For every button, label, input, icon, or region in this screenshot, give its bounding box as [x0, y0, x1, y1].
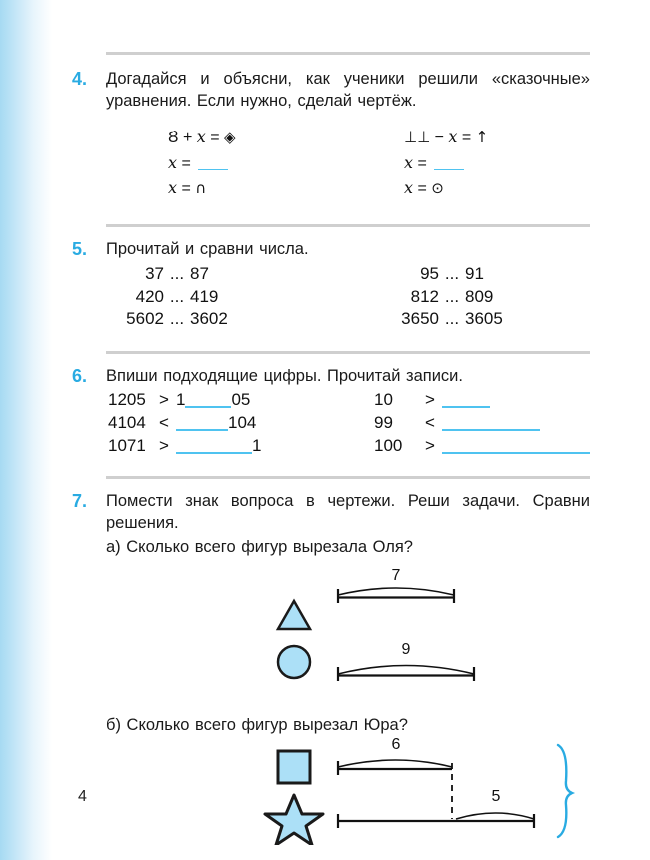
comparison-placeholder[interactable]: ... [169, 264, 185, 284]
number-a: 100 [374, 435, 403, 455]
task-4 [72, 69, 590, 202]
triangle-shape [278, 601, 310, 629]
symbol-double-tack: ⊥⊥ [404, 127, 431, 146]
number-a: 10 [374, 390, 393, 410]
operator: < [159, 413, 169, 433]
circle-shape [278, 646, 310, 678]
divider-rule-task-6 [106, 351, 590, 354]
page-content [72, 52, 590, 845]
digit-blank[interactable] [185, 392, 231, 408]
digit-blank[interactable] [442, 415, 540, 431]
arc-7 [338, 588, 454, 595]
equation-left-line-2 [168, 151, 354, 177]
task-6-column-left [106, 389, 312, 457]
number-a: 5602 [126, 309, 164, 329]
segment-value-7: 7 [391, 566, 401, 584]
task-6-number: 6. [72, 365, 88, 386]
number-a: 99 [374, 413, 393, 433]
digit-prefix: 1 [176, 390, 186, 410]
segment-value-6: 6 [391, 736, 401, 753]
digit-suffix: 104 [228, 413, 257, 433]
brace-icon [558, 745, 572, 837]
task-6 [72, 366, 590, 458]
digit-blank[interactable] [442, 438, 590, 454]
symbol-taurus: Ȣ [168, 127, 179, 146]
number-a: 1205 [108, 390, 146, 410]
comparison-row [387, 263, 590, 285]
operator: > [159, 435, 169, 455]
variable-x: x [448, 126, 458, 146]
task-6-fill-ins [106, 389, 590, 457]
segment-value-9: 9 [401, 642, 411, 658]
comparison-placeholder[interactable]: ... [169, 309, 185, 329]
task-7b-label: б) Сколько всего фигур вырезал Юра? [106, 715, 408, 734]
variable-x: x [404, 152, 414, 172]
variable-x: x [168, 178, 178, 198]
equals-sign: = [181, 154, 191, 172]
number-a: 95 [420, 264, 439, 284]
number-a: 420 [135, 286, 164, 306]
equals-sign: = [210, 128, 220, 146]
number-b: 87 [190, 264, 209, 284]
task-4-equation-left [106, 125, 354, 202]
task-6-column-right [312, 389, 590, 457]
digit-blank[interactable] [176, 415, 228, 431]
task-4-equation-right [354, 125, 590, 202]
equals-sign: = [417, 154, 427, 172]
fill-row [374, 389, 590, 412]
square-shape [278, 751, 310, 783]
task-5-prompt: Прочитай и сравни числа. [106, 240, 309, 259]
segment-value-5: 5 [491, 787, 501, 805]
task-5-column-left [106, 263, 315, 330]
equals-sign: = [461, 128, 472, 146]
comparison-row [112, 286, 315, 308]
fill-row [108, 412, 312, 435]
number-b: 419 [190, 286, 219, 306]
comparison-row [112, 263, 315, 285]
operator-plus: + [182, 128, 193, 146]
comparison-row [387, 308, 590, 330]
page-number: 4 [78, 788, 87, 805]
page-edge-gradient [0, 0, 52, 860]
operator: < [425, 413, 435, 433]
symbol-up-arrow: ↑ [475, 127, 489, 146]
variable-x: x [168, 152, 178, 172]
fill-row [374, 412, 590, 435]
comparison-placeholder[interactable]: ... [444, 264, 460, 284]
number-b: 91 [465, 264, 484, 284]
task-7-number: 7. [72, 490, 88, 511]
number-a: 3650 [401, 309, 439, 329]
number-a: 4104 [108, 413, 146, 433]
operator: > [425, 390, 435, 410]
fill-row [108, 435, 312, 458]
fill-row [374, 435, 590, 458]
number-a: 1071 [108, 435, 146, 455]
arc-5 [456, 813, 534, 819]
task-4-equations [106, 125, 590, 202]
fill-row [108, 389, 312, 412]
variable-x: x [196, 126, 206, 146]
task-5-comparisons [106, 263, 590, 330]
digit-blank[interactable] [176, 438, 252, 454]
operator: > [425, 435, 435, 455]
number-b: 3605 [465, 309, 503, 329]
comparison-placeholder[interactable]: ... [169, 286, 185, 306]
equation-right-line-2 [404, 151, 590, 177]
arc-9 [338, 665, 474, 674]
comparison-row [112, 308, 315, 330]
task-4-prompt: Догадайся и объясни, как ученики решили «сказочные» уравнения. Если нужно, сделай чертёж. [106, 70, 590, 110]
task-5-number: 5. [72, 239, 88, 260]
task-7a-label: а) Сколько всего фигур вырезала Оля? [106, 537, 413, 556]
symbol-diamond: ◈ [224, 127, 236, 146]
arc-6 [338, 760, 452, 767]
task-5-column-right [315, 263, 590, 330]
symbol-intersection: ∩ [195, 179, 207, 198]
operator-minus: − [434, 128, 444, 146]
task-7 [72, 491, 590, 845]
number-b: 3602 [190, 309, 228, 329]
divider-rule-task-5 [106, 224, 590, 227]
digit-suffix: 05 [231, 390, 251, 410]
number-a: 37 [145, 264, 164, 284]
equation-left-line-1 [168, 125, 354, 151]
answer-blank[interactable] [198, 157, 228, 170]
variable-x: x [404, 178, 414, 198]
divider-rule-task-7 [106, 476, 590, 479]
comparison-row [387, 286, 590, 308]
equation-right-line-3 [404, 176, 590, 202]
number-b: 809 [465, 286, 494, 306]
answer-blank[interactable] [434, 157, 464, 170]
comparison-placeholder[interactable]: ... [444, 309, 460, 329]
equals-sign: = [181, 180, 191, 198]
symbol-circled-dot: ⊙ [431, 179, 444, 198]
operator: > [159, 390, 169, 410]
task-5 [72, 239, 590, 330]
comparison-placeholder[interactable]: ... [444, 286, 460, 306]
equation-right-line-1 [404, 125, 590, 151]
digit-suffix: 1 [252, 435, 262, 455]
digit-blank[interactable] [442, 392, 490, 408]
task-7b-diagram [106, 737, 624, 845]
star-shape [265, 795, 323, 845]
task-6-prompt: Впиши подходящие цифры. Прочитай записи. [106, 366, 463, 385]
number-a: 812 [410, 286, 439, 306]
task-7-prompt: Помести знак вопроса в чертежи. Реши задачи. Сравни решения. [106, 491, 590, 532]
equals-sign: = [417, 180, 427, 198]
task-4-number: 4. [72, 69, 88, 89]
task-7a-diagram [106, 559, 624, 697]
equation-left-line-3 [168, 176, 354, 202]
divider-rule-top [106, 52, 590, 55]
